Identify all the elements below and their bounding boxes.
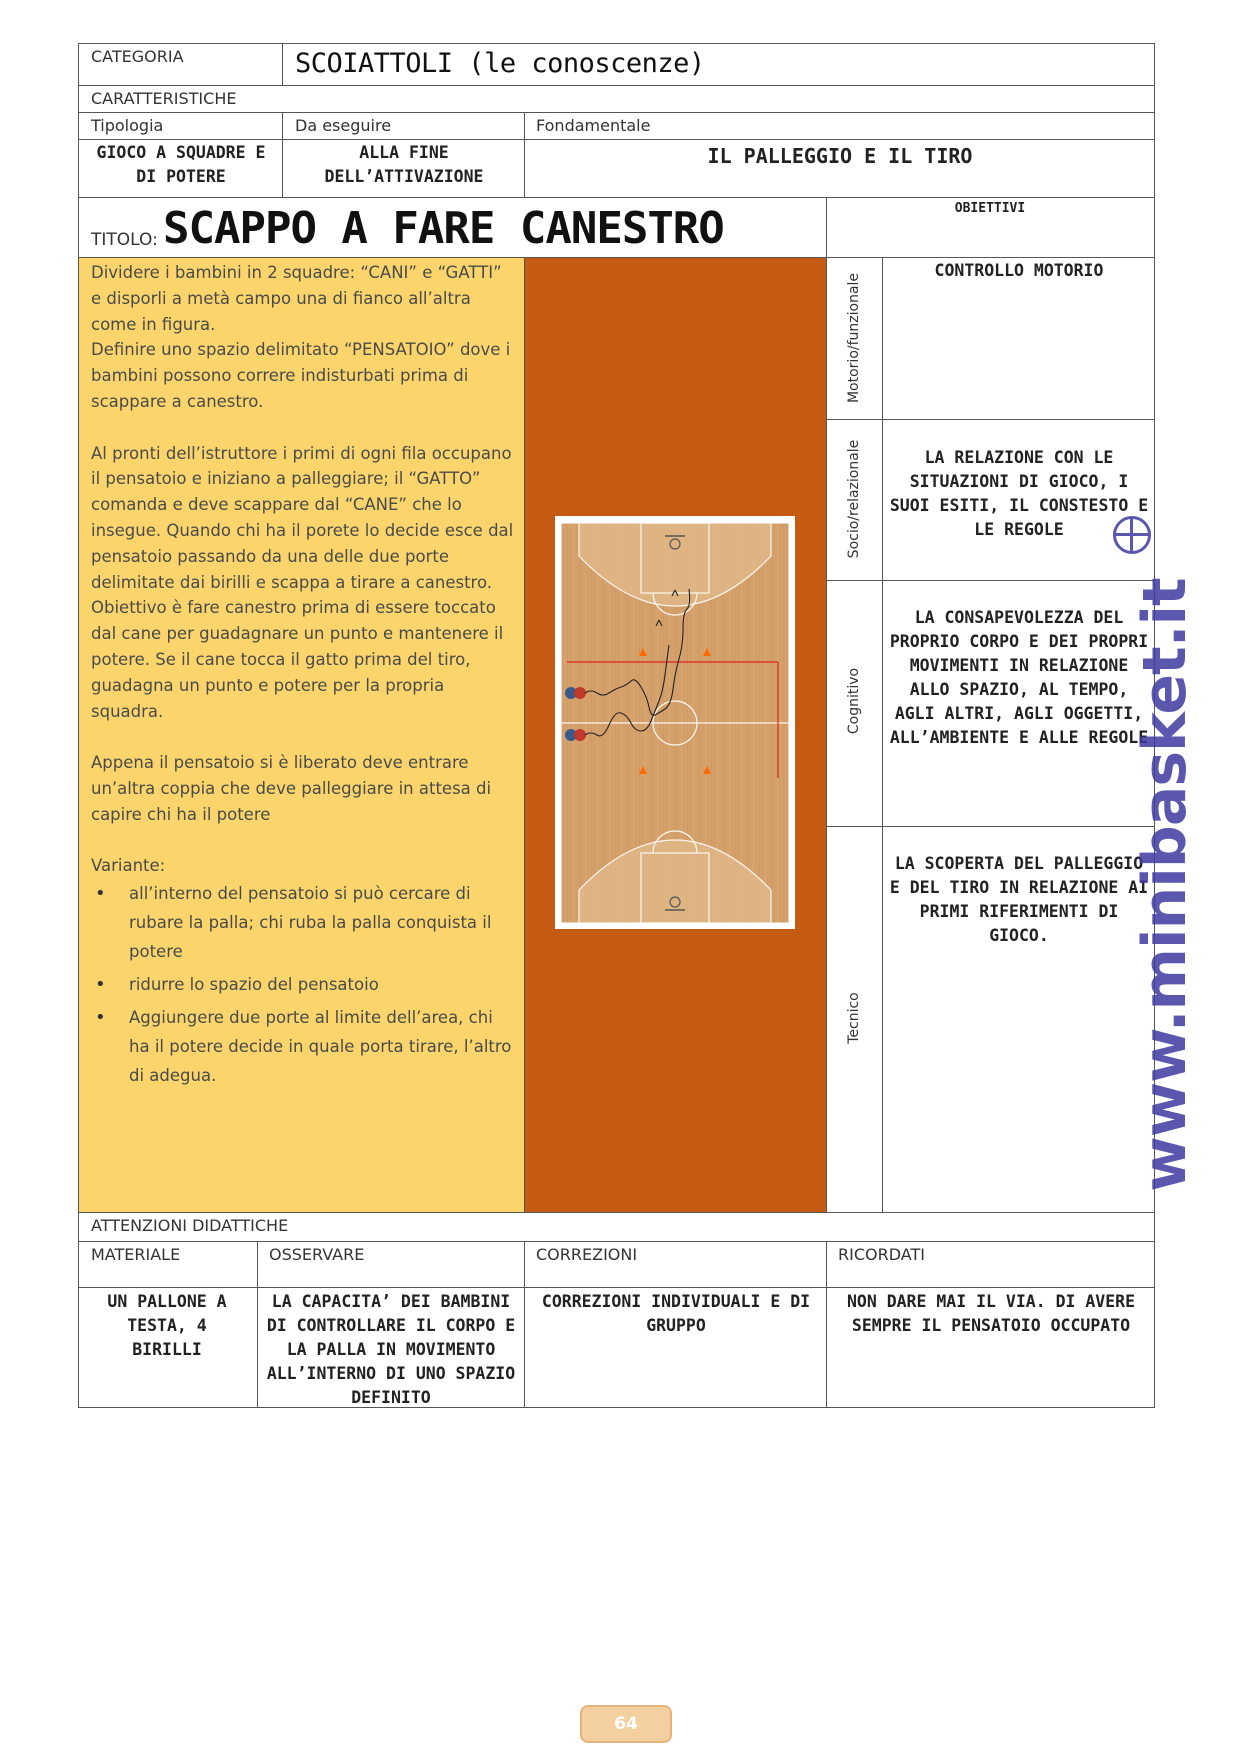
objective-category-motorio: Motorio/funzionale <box>846 272 862 404</box>
description-paragraph: Definire uno spazio delimitato “PENSATOIO” dove i bambini possono correre indisturbati prima di scappare a canestro. <box>91 340 511 411</box>
correzioni-value: CORREZIONI INDIVIDUALI E DI GRUPPO <box>541 1292 811 1335</box>
objective-category-tecnico: Tecnico <box>846 992 862 1044</box>
attenzioni-label: ATTENZIONI DIDATTICHE <box>91 1216 289 1235</box>
ricordati-label: RICORDATI <box>838 1245 925 1264</box>
fondamentale-label: Fondamentale <box>536 116 651 135</box>
objective-tecnico: LA SCOPERTA DEL PALLEGGIO E DEL TIRO IN RELAZIONE AI PRIMI RIFERIMENTI DI GIOCO. <box>889 854 1149 945</box>
titolo-label: TITOLO: <box>91 230 158 250</box>
page-number: 64 <box>614 1714 638 1734</box>
fondamentale-value: IL PALLEGGIO E IL TIRO <box>707 144 973 168</box>
variante-label: Variante: <box>91 856 166 876</box>
caratteristiche-label: CARATTERISTICHE <box>91 89 237 108</box>
variante-item: • ridurre lo spazio del pensatoio <box>91 970 516 999</box>
materiale-label: MATERIALE <box>91 1245 181 1264</box>
objective-category-cognitivo: Cognitivo <box>846 667 862 735</box>
page-title: SCAPPO A FARE CANESTRO <box>163 203 724 254</box>
categoria-label: CATEGORIA <box>91 47 184 66</box>
variante-item: • all’interno del pensatoio si può cercare di rubare la palla; chi ruba la palla conquista il potere <box>91 879 516 966</box>
osservare-label: OSSERVARE <box>269 1245 365 1264</box>
tipologia-value: GIOCO A SQUADRE E DI POTERE <box>96 143 266 186</box>
objective-motorio: CONTROLLO MOTORIO <box>934 261 1104 280</box>
court-diagram <box>555 516 795 929</box>
varianti-list <box>91 879 516 1090</box>
objective-socio: LA RELAZIONE CON LE SITUAZIONI DI GIOCO, I SUOI ESITI, IL CONSTESTO E LE REGOLE <box>889 448 1149 539</box>
variante-item: • Aggiungere due porte al limite dell’area, chi ha il potere decide in quale porta tirare, l’altro di adegua. <box>91 1003 516 1090</box>
obiettivi-label: OBIETTIVI <box>954 201 1026 216</box>
osservare-value: LA CAPACITA’ DEI BAMBINI DI CONTROLLARE IL CORPO E LA PALLA IN MOVIMENTO ALL’INTERNO DI UNO SPAZIO DEFINITO <box>266 1292 516 1407</box>
categoria-value: SCOIATTOLI (le conoscenze) <box>295 48 705 79</box>
watermark-text: www.minibasket.it <box>1130 578 1200 1192</box>
da-eseguire-value: ALLA FINE DELL’ATTIVAZIONE <box>324 143 484 186</box>
basketball-icon <box>1113 516 1151 554</box>
tipologia-label: Tipologia <box>91 116 164 135</box>
description-text <box>91 260 516 1094</box>
ricordati-value: NON DARE MAI IL VIA. DI AVERE SEMPRE IL PENSATOIO OCCUPATO <box>846 1292 1136 1335</box>
description-paragraph: Appena il pensatoio si è liberato deve entrare un’altra coppia che deve palleggiare in attesa di capire chi ha il potere <box>91 753 492 824</box>
objective-cognitivo: LA CONSAPEVOLEZZA DEL PROPRIO CORPO E DEI PROPRI MOVIMENTI IN RELAZIONE ALLO SPAZIO, AL TEMPO, AGLI ALTRI, AGLI OGGETTI, ALL’AMBIENTE E ALLE REGOLE <box>889 608 1149 747</box>
description-paragraph: Al pronti dell’istruttore i primi di ogni fila occupano il pensatoio e iniziano a palleggiare; il “GATTO” comanda e deve scappare dal “CANE” che lo insegue. Quando chi ha il porete lo decide esce dal pensatoio passando da una delle due porte delimitate dai birilli e scappa a tirare a canestro. Obiettivo è fare canestro prima di essere toccato dal cane per guadagnare un punto e mantenere il potere. Se il cane tocca il gatto prima del tiro, guadagna un punto e potere per la propria squadra. <box>91 443 514 721</box>
materiale-value: UN PALLONE A TESTA, 4 BIRILLI <box>107 1292 227 1359</box>
description-paragraph: Dividere i bambini in 2 squadre: “CANI” e “GATTI” e disporli a metà campo una di fianco all’altra come in figura. <box>91 263 502 334</box>
correzioni-label: CORREZIONI <box>536 1245 638 1264</box>
objective-category-socio: Socio/relazionale <box>846 439 862 559</box>
da-eseguire-label: Da eseguire <box>295 116 392 135</box>
page-number-badge <box>580 1705 672 1743</box>
